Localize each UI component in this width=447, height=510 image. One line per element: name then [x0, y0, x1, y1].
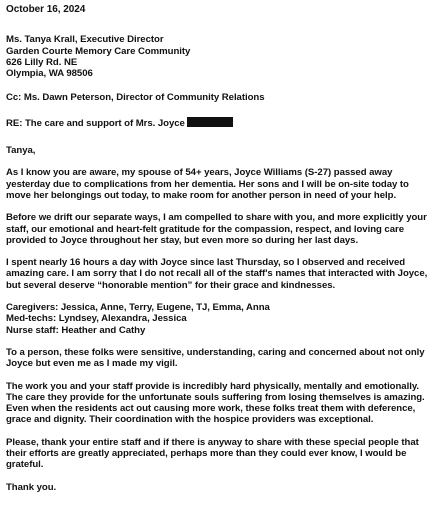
text-line: I spent nearly 16 hours a day with Joyce since last Thursday, so I observed and received — [6, 257, 406, 269]
text-line: yesterday due to complications from her dementia. Her sons and I will be on-site today to — [6, 178, 409, 190]
text-line: grateful. — [6, 459, 44, 471]
paragraph-5 — [6, 381, 442, 426]
subject-text: RE: The care and support of Mrs. Joyce — [6, 117, 185, 129]
staff-line: Nurse staff: Heather and Cathy — [6, 324, 146, 336]
text-line: staff, our emotional and heart-felt gratitude for the compassion, respect, and loving care — [6, 223, 404, 235]
staff-line: Med-techs: Lyndsey, Alexandra, Jessica — [6, 313, 187, 325]
salutation: Tanya, — [6, 145, 36, 157]
text-line: Before we drift our separate ways, I am compelled to share with you, and more explicitly your — [6, 212, 427, 224]
cc-line: Cc: Ms. Dawn Peterson, Director of Community Relations — [6, 92, 265, 104]
recipient-address — [6, 34, 442, 79]
text-line: grace and dignity. Their coordination with the hospice providers was exceptional. — [6, 414, 374, 426]
address-line: Olympia, WA 98506 — [6, 68, 93, 80]
letter-date: October 16, 2024 — [6, 4, 86, 15]
text-line: Joyce but even me as I made my vigil. — [6, 358, 178, 370]
address-line: Ms. Tanya Krall, Executive Director — [6, 34, 164, 46]
paragraph-1 — [6, 167, 442, 201]
address-line: Garden Courte Memory Care Community — [6, 45, 191, 57]
staff-line: Caregivers: Jessica, Anne, Terry, Eugene, TJ, Emma, Anna — [6, 302, 270, 314]
subject-line — [6, 117, 442, 129]
text-line: their efforts are greatly appreciated, perhaps more than they could ever know, I would be — [6, 448, 407, 460]
closing: Thank you. — [6, 481, 57, 493]
address-line: 626 Lilly Rd. NE — [6, 56, 78, 68]
staff-list — [6, 302, 442, 336]
text-line: but several deserve “honorable mention” for their grace and kindnesses. — [6, 279, 336, 291]
text-line: provided to Joyce throughout her stay, but even more so during her last days. — [6, 234, 359, 246]
text-line: As I know you are aware, my spouse of 54+ years, Joyce Williams (S-27) passed away — [6, 167, 393, 179]
paragraph-6 — [6, 437, 442, 471]
paragraph-2 — [6, 212, 442, 246]
text-line: amazing care. I am sorry that I do not recall all of the staff's names that interacted with Joyce, — [6, 268, 428, 280]
text-line: The care they provide for the unfortunate souls suffering from losing themselves is amazing. — [6, 391, 425, 403]
text-line: Even when the residents act out causing more work, these folks treat them with deference, — [6, 403, 416, 415]
paragraph-3 — [6, 257, 442, 291]
paragraph-4 — [6, 347, 442, 370]
text-line: The work you and your staff provide is incredibly hard physically, mentally and emotionally. — [6, 380, 420, 392]
text-line: move her belongings out today, to make room for another person in need of your help. — [6, 189, 397, 201]
redaction-box — [187, 117, 233, 127]
text-line: To a person, these folks were sensitive, understanding, caring and concerned about not only — [6, 346, 425, 358]
text-line: Please, thank your entire staff and if there is anyway to share with these special people that — [6, 436, 419, 448]
